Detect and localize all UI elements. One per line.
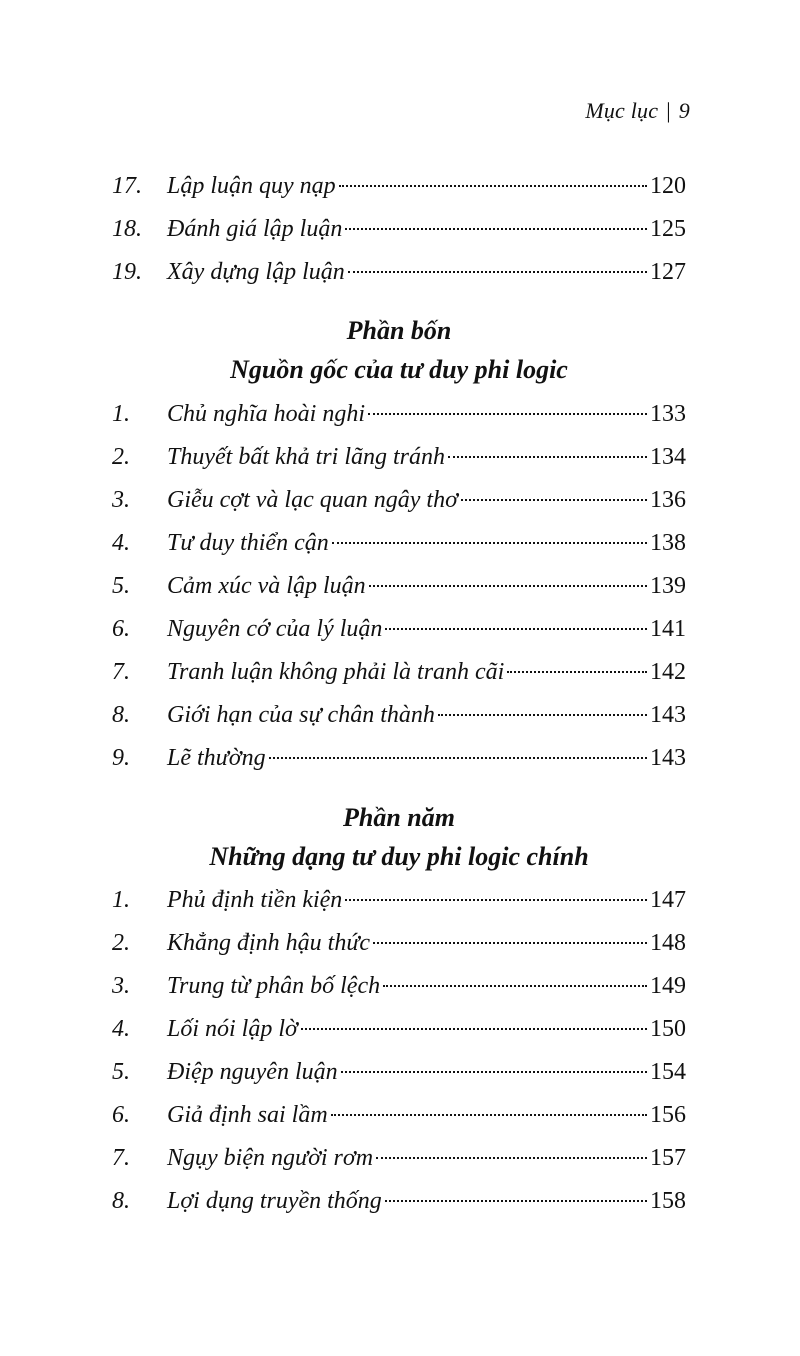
entry-number: 2. [112,444,130,470]
entry-page: 134 [650,444,686,470]
toc-entry [112,568,686,604]
toc-entry [112,211,686,247]
entry-number: 5. [112,1059,130,1085]
entry-title: Đánh giá lập luận [167,216,343,242]
dot-leader [448,456,647,458]
entry-number: 4. [112,530,130,556]
toc-entry [112,396,686,432]
toc-entry [112,882,686,918]
entry-page: 133 [650,401,686,427]
entry-title: Tranh luận không phải là tranh cãi [167,659,505,685]
part-five-label: Phần năm [343,803,455,832]
entry-page: 143 [650,702,686,728]
entry-page: 136 [650,487,686,513]
dot-leader [376,1157,647,1159]
entry-title: Thuyết bất khả tri lãng tránh [167,444,445,470]
entry-number: 5. [112,573,130,599]
entry-number: 7. [112,659,130,685]
dot-leader [331,1114,647,1116]
entry-page: 150 [650,1016,686,1042]
entry-page: 142 [650,659,686,685]
entry-title: Lẽ thường [167,745,266,771]
toc-entry [112,1054,686,1090]
dot-leader [345,228,647,230]
entry-title: Giễu cợt và lạc quan ngây thơ [167,487,458,513]
dot-leader [339,185,647,187]
toc-entry [112,1011,686,1047]
entry-number: 6. [112,616,130,642]
dot-leader [383,985,647,987]
dot-leader [341,1071,647,1073]
entry-title: Phủ định tiền kiện [167,887,343,913]
entry-title: Tư duy thiển cận [167,530,329,556]
toc-entry [112,611,686,647]
entry-title: Lối nói lập lờ [167,1016,298,1042]
entry-number: 19. [112,259,142,285]
toc-entry [112,925,686,961]
entry-page: 120 [650,173,686,199]
entry-number: 1. [112,887,130,913]
running-header [585,98,690,124]
entry-number: 17. [112,173,142,199]
header-separator: | [666,98,671,123]
dot-leader [269,757,647,759]
toc-entry [112,168,686,204]
entry-number: 3. [112,487,130,513]
entry-number: 6. [112,1102,130,1128]
entry-title: Xây dựng lập luận [167,259,345,285]
entry-title: Khẳng định hậu thức [167,930,371,956]
toc-entry [112,654,686,690]
entry-page: 139 [650,573,686,599]
entry-page: 138 [650,530,686,556]
header-page-number: 9 [678,98,690,123]
entry-number: 8. [112,1188,130,1214]
entry-title: Lập luận quy nạp [167,173,336,199]
dot-leader [332,542,647,544]
dot-leader [301,1028,647,1030]
entry-title: Ngụy biện người rơm [167,1145,374,1171]
toc-entry [112,1140,686,1176]
entry-page: 148 [650,930,686,956]
entry-page: 149 [650,973,686,999]
dot-leader [507,671,647,673]
entry-number: 9. [112,745,130,771]
entry-title: Nguyên cớ của lý luận [167,616,383,642]
header-section-title: Mục lục [585,98,659,123]
entry-number: 8. [112,702,130,728]
entry-page: 154 [650,1059,686,1085]
entry-number: 18. [112,216,142,242]
toc-entry [112,1183,686,1219]
entry-title: Trung từ phân bố lệch [167,973,381,999]
part-four-label: Phần bốn [346,316,452,345]
entry-title: Giới hạn của sự chân thành [167,702,435,728]
entry-page: 158 [650,1188,686,1214]
part-five-title: Những dạng tư duy phi logic chính [209,842,589,871]
toc-entry [112,439,686,475]
entry-number: 4. [112,1016,130,1042]
dot-leader [373,942,647,944]
entry-number: 1. [112,401,130,427]
dot-leader [345,899,647,901]
toc-entry [112,1097,686,1133]
toc-entry [112,740,686,776]
dot-leader [385,628,647,630]
dot-leader [369,585,647,587]
entry-page: 157 [650,1145,686,1171]
dot-leader [348,271,647,273]
toc-entry [112,697,686,733]
entry-title: Cảm xúc và lập luận [167,573,366,599]
entry-number: 3. [112,973,130,999]
entry-title: Chủ nghĩa hoài nghi [167,401,366,427]
entry-page: 147 [650,887,686,913]
part-four-title: Nguồn gốc của tư duy phi logic [230,355,568,384]
toc-entry [112,482,686,518]
toc-entry [112,525,686,561]
entry-number: 2. [112,930,130,956]
entry-title: Giả định sai lầm [167,1102,328,1128]
entry-page: 127 [650,259,686,285]
entry-page: 141 [650,616,686,642]
toc-entry [112,254,686,290]
entry-title: Lợi dụng truyền thống [167,1188,382,1214]
entry-page: 143 [650,745,686,771]
entry-title: Điệp nguyên luận [167,1059,338,1085]
entry-page: 156 [650,1102,686,1128]
dot-leader [385,1200,647,1202]
entry-page: 125 [650,216,686,242]
dot-leader [368,413,647,415]
dot-leader [438,714,647,716]
dot-leader [461,499,647,501]
toc-entry [112,968,686,1004]
entry-number: 7. [112,1145,130,1171]
